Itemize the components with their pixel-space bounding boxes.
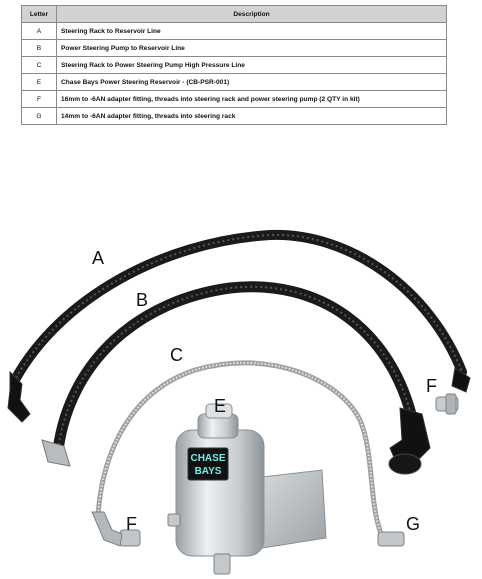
row-letter: F [22,91,57,108]
table-row [22,23,447,40]
row-letter: E [22,74,57,91]
table-row [22,108,447,125]
description-column-header: Description [57,6,447,23]
row-description: 14mm to -6AN adapter fitting, threads into steering rack [57,108,447,125]
row-description: Steering Rack to Reservoir Line [57,23,447,40]
row-letter: A [22,23,57,40]
hose-b-right-fitting [390,408,430,462]
row-description: Power Steering Pump to Reservoir Line [57,40,447,57]
table-row [22,40,447,57]
letter-column-header: Letter [22,6,57,23]
parts-table [21,5,447,125]
hose-b-left-fitting [42,440,70,466]
fitting-f-right [436,394,458,414]
row-letter: G [22,108,57,125]
table-row [22,57,447,74]
row-description: Steering Rack to Power Steering Pump High Pressure Line [57,57,447,74]
row-letter: C [22,57,57,74]
label-e: E [214,396,227,416]
row-description: Chase Bays Power Steering Reservoir - (CB-PSR-001) [57,74,447,91]
label-f-right: F [426,376,437,396]
table-row [22,74,447,91]
row-description: 16mm to -6AN adapter fitting, threads into steering rack and power steering pump (2 QTY in kit) [57,91,447,108]
reservoir-e [168,404,326,574]
label-a: A [92,248,105,268]
hose-c-right-fitting [378,532,404,546]
table-header-row [22,6,447,23]
hose-a-right-fitting [452,368,470,392]
label-f-left: F [126,514,137,534]
reservoir-brand-top: CHASE [190,453,226,464]
product-photo [0,150,482,579]
label-b: B [136,290,149,310]
row-letter: B [22,40,57,57]
table-row [22,91,447,108]
label-g: G [406,514,421,534]
label-c: C [170,345,183,365]
reservoir-brand-bottom: BAYS [194,466,222,477]
